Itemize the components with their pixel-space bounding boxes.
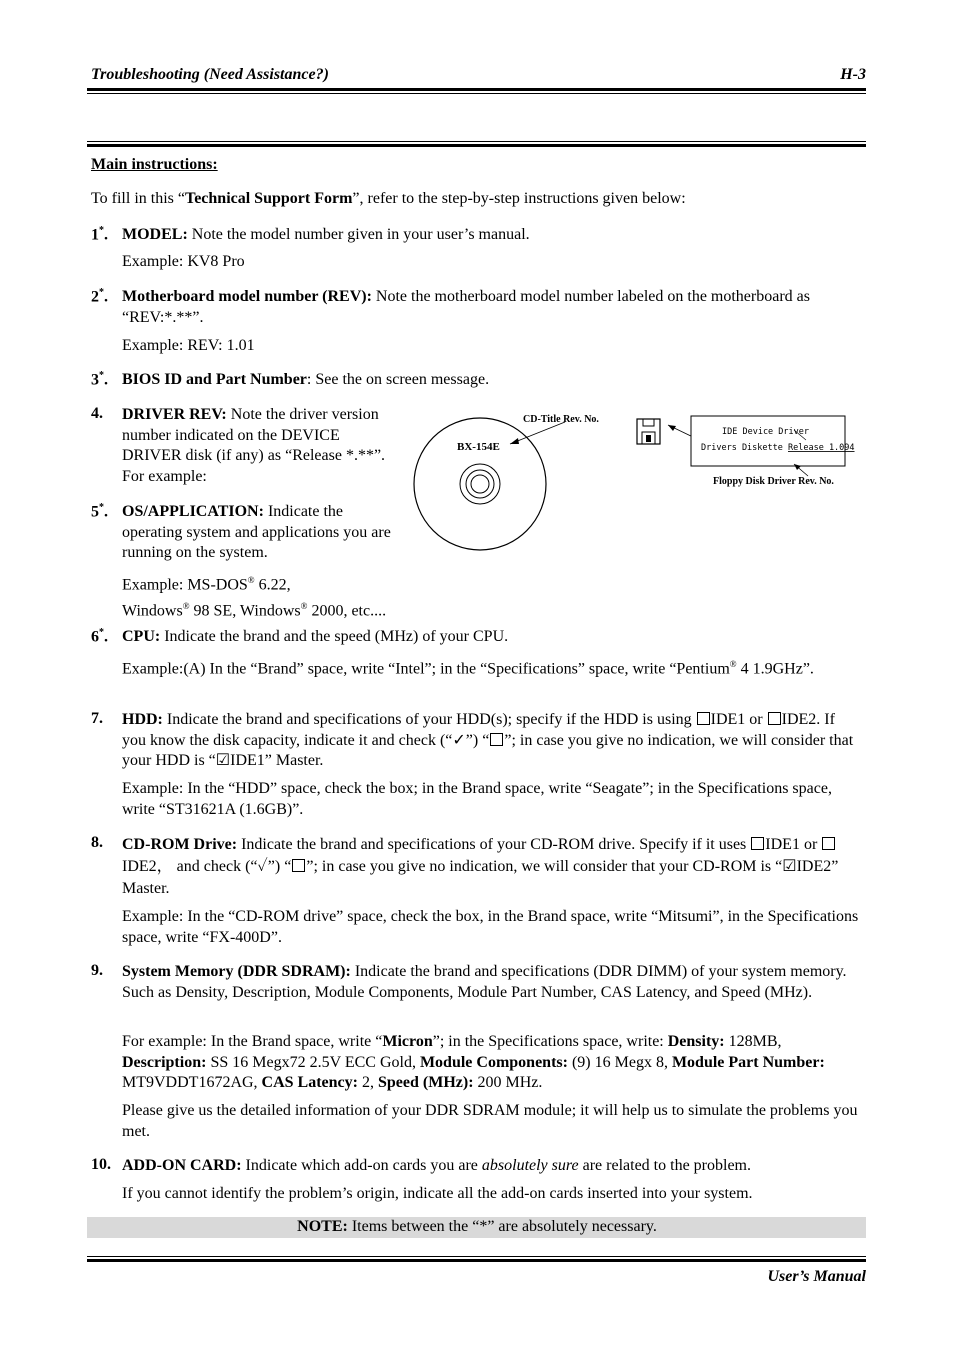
item-number: 10. xyxy=(91,1156,111,1173)
item-number: 8. xyxy=(91,834,103,851)
item-os-example: Example: MS-DOS® 6.22, Windows® 98 SE, Windows® 2000, etc.... xyxy=(122,575,387,620)
item-cdrom: CD-ROM Drive: Indicate the brand and specifications of your CD-ROM drive. Specify if it uses IDE1 or IDE2， and check (“✓”) “ ”; in case you give no indication, we will consider that your CD-ROM is “☑IDE2” Master. xyxy=(122,836,839,897)
floppy-label-line2: Drivers Diskette Release 1.094 xyxy=(701,443,855,453)
checkbox-icon xyxy=(822,837,835,850)
item-number: 2*. xyxy=(91,287,108,306)
section-rule xyxy=(87,144,866,147)
item-addon: ADD-ON CARD: Indicate which add-on cards you are absolutely sure are related to the problem. xyxy=(122,1157,751,1174)
cd-label: BX-154E xyxy=(457,441,500,453)
intro-text: To fill in this “Technical Support Form”, refer to the step-by-step instructions given below: xyxy=(91,190,686,207)
item-memory-example: For example: In the Brand space, write “Micron”; in the Specifications space, write: Density: 128MB, Description: SS 16 Megx72 2.5V ECC Gold, Module Components: (9) 16 Megx 8, Module Part Number: MT9VDDT1672AG, CAS Latency: 2, Speed (MHz): 200 MHz. xyxy=(122,1033,825,1091)
item-cpu-example: Example:(A) In the “Brand” space, write “Intel”; in the “Specifications” space, write “Pentium® 4 1.9GHz”. xyxy=(122,659,814,678)
checkbox-icon xyxy=(292,859,305,872)
cd-hole xyxy=(471,475,489,493)
header-rule xyxy=(87,88,866,91)
item-cdrom-example: Example: In the “CD-ROM drive” space, check the box, in the Brand space, write “Mitsumi”, in the Specifications space, write “FX-400D”. xyxy=(122,908,859,946)
driver-rev-figure xyxy=(410,408,860,556)
item-rev-example: Example: REV: 1.01 xyxy=(122,337,255,354)
checkbox-icon xyxy=(490,733,503,746)
checkbox-icon xyxy=(768,712,781,725)
footer-text: User’s Manual xyxy=(767,1268,866,1285)
item-os: OS/APPLICATION: Indicate the operating system and applications you are running on the system. xyxy=(122,503,391,561)
item-addon-note: If you cannot identify the problem’s origin, indicate all the add-on cards inserted into your system. xyxy=(122,1185,753,1202)
item-number: 6*. xyxy=(91,627,108,646)
checkbox-icon xyxy=(751,837,764,850)
page-number: H-3 xyxy=(840,66,866,83)
footer-rule xyxy=(87,1259,866,1262)
item-number: 7. xyxy=(91,710,103,727)
header-rule-thin xyxy=(87,93,866,94)
item-number: 9. xyxy=(91,962,103,979)
item-number: 5*. xyxy=(91,502,108,521)
item-model-example: Example: KV8 Pro xyxy=(122,253,245,270)
note-text: NOTE: Items between the “*” are absolutely necessary. xyxy=(297,1218,657,1235)
cd-callout: CD-Title Rev. No. xyxy=(523,414,599,425)
item-rev: Motherboard model number (REV): Note the motherboard model number labeled on the motherboard as “REV:*.**”. xyxy=(122,288,810,326)
item-hdd-example: Example: In the “HDD” space, check the box; in the Brand space, write “Seagate”; in the Specifications space, write “ST31621A (1.6GB)”. xyxy=(122,780,832,818)
header-title: Troubleshooting (Need Assistance?) xyxy=(91,66,329,83)
item-bios: BIOS ID and Part Number: See the on screen message. xyxy=(122,371,490,388)
item-number: 3*. xyxy=(91,370,108,389)
item-driver-rev: DRIVER REV: Note the driver version number indicated on the DEVICE DRIVER disk (if any) as “Release *.**”. For example: xyxy=(122,406,386,485)
item-number: 4. xyxy=(91,405,103,422)
item-model: MODEL: Note the model number given in your user’s manual. xyxy=(122,226,530,243)
item-hdd: HDD: Indicate the brand and specifications of your HDD(s); specify if the HDD is using IDE1 or IDE2. If you know the disk capacity, indicate it and check (“✓”) “ ”; in case you give no indication, we will consider that your HDD is “☑IDE1” Master. xyxy=(122,711,854,769)
item-memory-note: Please give us the detailed information of your DDR SDRAM module; it will help us to simulate the problems you met. xyxy=(122,1102,858,1140)
main-heading: Main instructions: xyxy=(91,156,218,173)
floppy-disk-icon xyxy=(637,419,660,444)
item-cpu: CPU: Indicate the brand and the speed (MHz) of your CPU. xyxy=(122,628,509,645)
footer-rule-thin xyxy=(87,1256,866,1257)
floppy-callout: Floppy Disk Driver Rev. No. xyxy=(713,476,834,487)
item-number: 1*. xyxy=(91,225,108,244)
item-memory: System Memory (DDR SDRAM): Indicate the brand and specifications (DDR DIMM) of your system memory. Such as Density, Description, Module Components, Module Part Number, CAS Latency, and Speed (MHz). xyxy=(122,963,847,1001)
cd-hub-ring-inner xyxy=(466,470,494,498)
floppy-label-box xyxy=(691,416,845,466)
checkbox-icon xyxy=(697,712,710,725)
floppy-arrow-head xyxy=(668,425,676,431)
cd-callout-arrow xyxy=(510,438,519,444)
section-rule-thin xyxy=(87,141,866,142)
floppy-label-line1: IDE Device Driver xyxy=(722,427,809,437)
